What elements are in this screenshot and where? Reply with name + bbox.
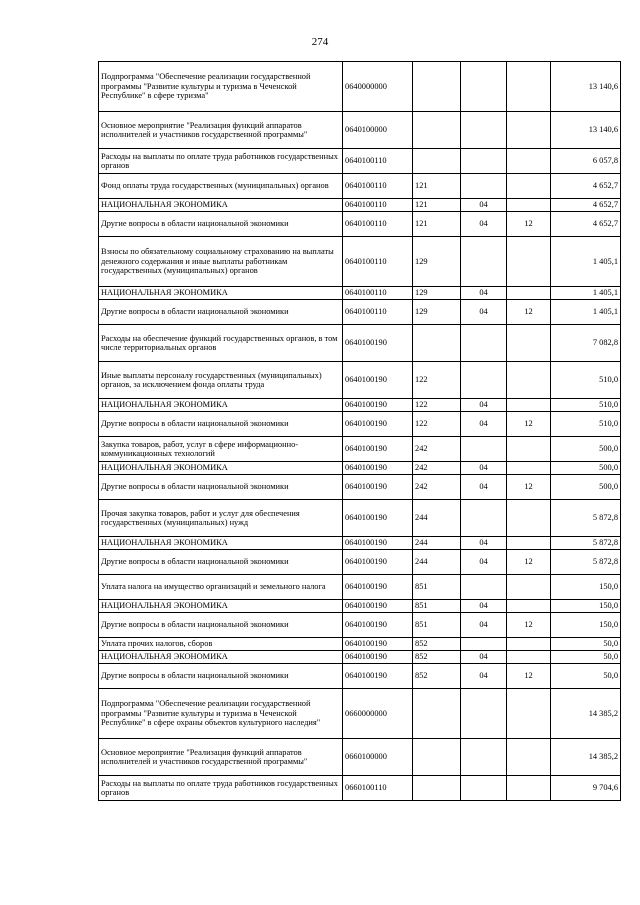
table-row xyxy=(99,437,621,462)
row-rz-cell: 04 xyxy=(461,537,507,550)
row-csr-cell: 0640100110 xyxy=(343,174,413,199)
row-name-cell: НАЦИОНАЛЬНАЯ ЭКОНОМИКА xyxy=(99,399,343,412)
table-row xyxy=(99,550,621,575)
row-vr-cell: 129 xyxy=(413,300,461,325)
row-name-cell: Подпрограмма "Обеспечение реализации государственной программы "Развитие культуры и туризма в Чеченской Республике" в сфере туризма" xyxy=(99,62,343,112)
row-pr-cell xyxy=(507,362,551,399)
row-rz-cell xyxy=(461,62,507,112)
row-pr-cell: 12 xyxy=(507,212,551,237)
row-sum-cell: 1 405,1 xyxy=(551,237,621,287)
row-vr-cell: 242 xyxy=(413,437,461,462)
row-csr-cell: 0640100190 xyxy=(343,325,413,362)
row-sum-cell: 13 140,6 xyxy=(551,62,621,112)
row-pr-cell xyxy=(507,575,551,600)
row-vr-cell xyxy=(413,62,461,112)
row-vr-cell xyxy=(413,776,461,801)
row-pr-cell xyxy=(507,62,551,112)
row-rz-cell: 04 xyxy=(461,613,507,638)
row-pr-cell xyxy=(507,776,551,801)
row-rz-cell xyxy=(461,776,507,801)
row-vr-cell: 122 xyxy=(413,412,461,437)
row-name-cell: НАЦИОНАЛЬНАЯ ЭКОНОМИКА xyxy=(99,199,343,212)
row-vr-cell: 121 xyxy=(413,174,461,199)
row-vr-cell: 244 xyxy=(413,550,461,575)
row-name-cell: Другие вопросы в области национальной экономики xyxy=(99,664,343,689)
row-name-cell: НАЦИОНАЛЬНАЯ ЭКОНОМИКА xyxy=(99,462,343,475)
table-row xyxy=(99,325,621,362)
row-csr-cell: 0640100190 xyxy=(343,399,413,412)
table-row xyxy=(99,149,621,174)
row-name-cell: Другие вопросы в области национальной экономики xyxy=(99,475,343,500)
row-rz-cell: 04 xyxy=(461,300,507,325)
row-sum-cell: 50,0 xyxy=(551,664,621,689)
row-csr-cell: 0640100110 xyxy=(343,199,413,212)
table-row xyxy=(99,362,621,399)
row-sum-cell: 510,0 xyxy=(551,399,621,412)
row-sum-cell: 1 405,1 xyxy=(551,300,621,325)
table-row xyxy=(99,412,621,437)
row-rz-cell: 04 xyxy=(461,600,507,613)
row-pr-cell xyxy=(507,437,551,462)
row-pr-cell xyxy=(507,399,551,412)
table-row xyxy=(99,500,621,537)
row-pr-cell: 12 xyxy=(507,613,551,638)
row-pr-cell xyxy=(507,638,551,651)
row-name-cell: Другие вопросы в области национальной экономики xyxy=(99,300,343,325)
row-name-cell: Другие вопросы в области национальной экономики xyxy=(99,412,343,437)
row-pr-cell xyxy=(507,739,551,776)
row-rz-cell xyxy=(461,437,507,462)
row-csr-cell: 0640000000 xyxy=(343,62,413,112)
row-name-cell: НАЦИОНАЛЬНАЯ ЭКОНОМИКА xyxy=(99,287,343,300)
row-name-cell: Расходы на обеспечение функций государственных органов, в том числе территориальных органов xyxy=(99,325,343,362)
row-rz-cell xyxy=(461,325,507,362)
row-pr-cell xyxy=(507,149,551,174)
row-pr-cell xyxy=(507,462,551,475)
row-rz-cell: 04 xyxy=(461,664,507,689)
row-rz-cell xyxy=(461,739,507,776)
row-name-cell: Взносы по обязательному социальному страхованию на выплаты денежного содержания и иные выплаты работникам государственных (муниципальных) органов xyxy=(99,237,343,287)
row-rz-cell xyxy=(461,500,507,537)
row-vr-cell: 242 xyxy=(413,462,461,475)
row-name-cell: Расходы на выплаты по оплате труда работников государственных органов xyxy=(99,776,343,801)
row-sum-cell: 13 140,6 xyxy=(551,112,621,149)
row-pr-cell xyxy=(507,325,551,362)
row-name-cell: Другие вопросы в области национальной экономики xyxy=(99,613,343,638)
row-pr-cell xyxy=(507,500,551,537)
row-rz-cell: 04 xyxy=(461,199,507,212)
row-vr-cell xyxy=(413,739,461,776)
row-name-cell: Другие вопросы в области национальной экономики xyxy=(99,550,343,575)
row-sum-cell: 50,0 xyxy=(551,651,621,664)
table-body xyxy=(99,62,621,801)
row-vr-cell: 242 xyxy=(413,475,461,500)
row-sum-cell: 510,0 xyxy=(551,412,621,437)
row-vr-cell: 129 xyxy=(413,237,461,287)
table-row xyxy=(99,651,621,664)
row-vr-cell: 852 xyxy=(413,638,461,651)
row-vr-cell: 122 xyxy=(413,362,461,399)
row-vr-cell: 122 xyxy=(413,399,461,412)
table-row xyxy=(99,664,621,689)
row-rz-cell xyxy=(461,149,507,174)
table-row xyxy=(99,575,621,600)
table-row xyxy=(99,237,621,287)
table-row xyxy=(99,613,621,638)
row-name-cell: Основное мероприятие "Реализация функций аппаратов исполнителей и участников государственной программы" xyxy=(99,112,343,149)
row-sum-cell: 4 652,7 xyxy=(551,174,621,199)
row-pr-cell xyxy=(507,600,551,613)
row-name-cell: Другие вопросы в области национальной экономики xyxy=(99,212,343,237)
row-vr-cell: 244 xyxy=(413,500,461,537)
row-pr-cell: 12 xyxy=(507,550,551,575)
row-sum-cell: 5 872,8 xyxy=(551,500,621,537)
page-number: 274 xyxy=(311,36,329,48)
row-vr-cell xyxy=(413,112,461,149)
row-csr-cell: 0640100110 xyxy=(343,149,413,174)
row-csr-cell: 0640100000 xyxy=(343,112,413,149)
row-pr-cell xyxy=(507,651,551,664)
row-pr-cell xyxy=(507,537,551,550)
row-sum-cell: 150,0 xyxy=(551,575,621,600)
row-sum-cell: 14 385,2 xyxy=(551,689,621,739)
row-pr-cell xyxy=(507,199,551,212)
row-csr-cell: 0640100190 xyxy=(343,613,413,638)
row-sum-cell: 150,0 xyxy=(551,600,621,613)
row-name-cell: Подпрограмма "Обеспечение реализации государственной программы "Развитие культуры и туризма в Чеченской Республике" в сфере охраны объектов культурного наследия" xyxy=(99,689,343,739)
row-sum-cell: 500,0 xyxy=(551,437,621,462)
row-pr-cell: 12 xyxy=(507,300,551,325)
row-csr-cell: 0640100190 xyxy=(343,462,413,475)
row-pr-cell: 12 xyxy=(507,664,551,689)
row-vr-cell: 851 xyxy=(413,600,461,613)
row-rz-cell: 04 xyxy=(461,399,507,412)
row-sum-cell: 150,0 xyxy=(551,613,621,638)
table-row xyxy=(99,212,621,237)
row-sum-cell: 4 652,7 xyxy=(551,212,621,237)
row-name-cell: Расходы на выплаты по оплате труда работников государственных органов xyxy=(99,149,343,174)
row-sum-cell: 9 704,6 xyxy=(551,776,621,801)
table-row xyxy=(99,112,621,149)
row-pr-cell xyxy=(507,237,551,287)
row-vr-cell xyxy=(413,689,461,739)
row-csr-cell: 0640100190 xyxy=(343,575,413,600)
row-name-cell: Уплата прочих налогов, сборов xyxy=(99,638,343,651)
row-rz-cell xyxy=(461,689,507,739)
row-csr-cell: 0640100190 xyxy=(343,412,413,437)
row-sum-cell: 6 057,8 xyxy=(551,149,621,174)
row-vr-cell: 244 xyxy=(413,537,461,550)
row-rz-cell: 04 xyxy=(461,651,507,664)
row-name-cell: Иные выплаты персоналу государственных (муниципальных) органов, за исключением фонда оплаты труда xyxy=(99,362,343,399)
table-row xyxy=(99,300,621,325)
row-pr-cell: 12 xyxy=(507,475,551,500)
row-csr-cell: 0640100190 xyxy=(343,550,413,575)
table-row xyxy=(99,287,621,300)
table-row xyxy=(99,739,621,776)
table-row xyxy=(99,638,621,651)
row-sum-cell: 500,0 xyxy=(551,462,621,475)
row-vr-cell: 129 xyxy=(413,287,461,300)
row-csr-cell: 0640100190 xyxy=(343,600,413,613)
row-vr-cell: 121 xyxy=(413,199,461,212)
row-vr-cell: 852 xyxy=(413,651,461,664)
row-name-cell: Прочая закупка товаров, работ и услуг для обеспечения государственных (муниципальных) нужд xyxy=(99,500,343,537)
row-sum-cell: 510,0 xyxy=(551,362,621,399)
row-name-cell: Фонд оплаты труда государственных (муниципальных) органов xyxy=(99,174,343,199)
row-vr-cell: 851 xyxy=(413,575,461,600)
row-pr-cell: 12 xyxy=(507,412,551,437)
row-name-cell: НАЦИОНАЛЬНАЯ ЭКОНОМИКА xyxy=(99,600,343,613)
row-csr-cell: 0660100110 xyxy=(343,776,413,801)
budget-table xyxy=(98,61,621,801)
row-pr-cell xyxy=(507,112,551,149)
row-rz-cell: 04 xyxy=(461,462,507,475)
row-pr-cell xyxy=(507,287,551,300)
row-vr-cell xyxy=(413,149,461,174)
row-name-cell: НАЦИОНАЛЬНАЯ ЭКОНОМИКА xyxy=(99,537,343,550)
row-rz-cell xyxy=(461,362,507,399)
row-rz-cell: 04 xyxy=(461,475,507,500)
row-vr-cell: 852 xyxy=(413,664,461,689)
table-row xyxy=(99,174,621,199)
row-csr-cell: 0660100000 xyxy=(343,739,413,776)
row-csr-cell: 0640100110 xyxy=(343,212,413,237)
row-csr-cell: 0640100190 xyxy=(343,362,413,399)
row-pr-cell xyxy=(507,174,551,199)
row-rz-cell: 04 xyxy=(461,212,507,237)
row-rz-cell xyxy=(461,237,507,287)
table-row xyxy=(99,62,621,112)
row-csr-cell: 0640100190 xyxy=(343,638,413,651)
table-row xyxy=(99,689,621,739)
row-csr-cell: 0640100190 xyxy=(343,537,413,550)
row-rz-cell xyxy=(461,638,507,651)
row-rz-cell xyxy=(461,575,507,600)
row-vr-cell xyxy=(413,325,461,362)
row-sum-cell: 5 872,8 xyxy=(551,537,621,550)
row-sum-cell: 50,0 xyxy=(551,638,621,651)
row-rz-cell xyxy=(461,174,507,199)
row-name-cell: Уплата налога на имущество организаций и земельного налога xyxy=(99,575,343,600)
row-rz-cell: 04 xyxy=(461,412,507,437)
row-csr-cell: 0660000000 xyxy=(343,689,413,739)
row-name-cell: Основное мероприятие "Реализация функций аппаратов исполнителей и участников государственной программы" xyxy=(99,739,343,776)
row-name-cell: Закупка товаров, работ, услуг в сфере информационно-коммуникационных технологий xyxy=(99,437,343,462)
row-sum-cell: 500,0 xyxy=(551,475,621,500)
table-row xyxy=(99,600,621,613)
row-csr-cell: 0640100110 xyxy=(343,300,413,325)
row-rz-cell: 04 xyxy=(461,550,507,575)
row-csr-cell: 0640100110 xyxy=(343,287,413,300)
table-row xyxy=(99,462,621,475)
row-csr-cell: 0640100190 xyxy=(343,664,413,689)
row-sum-cell: 5 872,8 xyxy=(551,550,621,575)
table-row xyxy=(99,776,621,801)
row-csr-cell: 0640100190 xyxy=(343,651,413,664)
row-csr-cell: 0640100190 xyxy=(343,500,413,537)
row-rz-cell: 04 xyxy=(461,287,507,300)
table-row xyxy=(99,475,621,500)
row-sum-cell: 7 082,8 xyxy=(551,325,621,362)
row-csr-cell: 0640100190 xyxy=(343,475,413,500)
row-rz-cell xyxy=(461,112,507,149)
row-csr-cell: 0640100190 xyxy=(343,437,413,462)
row-sum-cell: 4 652,7 xyxy=(551,199,621,212)
row-vr-cell: 121 xyxy=(413,212,461,237)
row-sum-cell: 14 385,2 xyxy=(551,739,621,776)
table-row xyxy=(99,537,621,550)
row-name-cell: НАЦИОНАЛЬНАЯ ЭКОНОМИКА xyxy=(99,651,343,664)
table-row xyxy=(99,199,621,212)
table-row xyxy=(99,399,621,412)
row-sum-cell: 1 405,1 xyxy=(551,287,621,300)
row-vr-cell: 851 xyxy=(413,613,461,638)
row-csr-cell: 0640100110 xyxy=(343,237,413,287)
row-pr-cell xyxy=(507,689,551,739)
